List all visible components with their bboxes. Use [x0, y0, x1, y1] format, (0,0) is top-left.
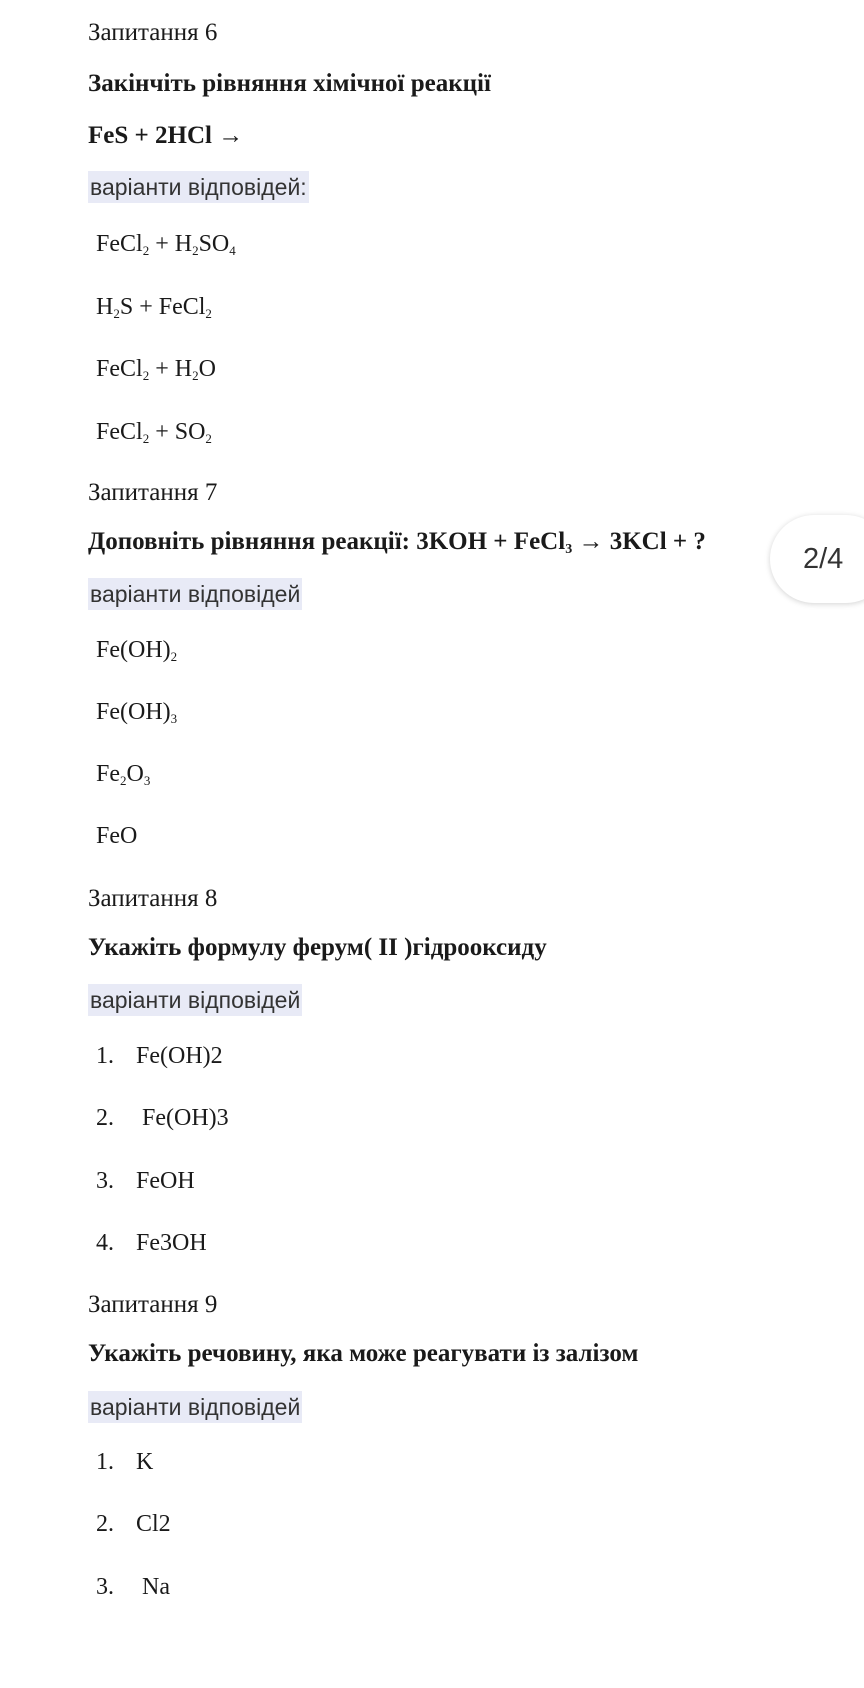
question-9-title: Запитання 9	[88, 1291, 218, 1318]
question-6-equation: FeS + 2HCl →	[88, 122, 244, 149]
question-6-option-3[interactable]: FeCl$_2$ + $H_2O$	[96, 356, 216, 383]
question-7-option-4[interactable]: FeO	[96, 823, 138, 849]
question-7-option-2[interactable]: $Fe(OH)_3$	[96, 699, 178, 726]
question-8-option-1[interactable]: 1. Fe(OH)2	[96, 1043, 223, 1069]
question-7-option-3[interactable]: $Fe_2O_3$	[96, 761, 151, 788]
page-indicator: 2/4	[770, 515, 864, 603]
question-7-option-1[interactable]: $Fe(OH)_2$	[96, 637, 178, 664]
question-7-answers-label: варіанти відповідей	[88, 578, 302, 610]
question-9-option-3[interactable]: 3. Na	[96, 1574, 170, 1600]
question-7-title: Запитання 7	[88, 479, 218, 506]
question-6-text: Закінчіть рівняння хімічної реакції	[88, 70, 491, 97]
question-6-answers-label: варіанти відповідей:	[88, 171, 309, 203]
question-8-text: Укажіть формулу ферум( II )гідрооксиду	[88, 934, 547, 961]
question-8-option-4[interactable]: 4. Fe3OH	[96, 1230, 207, 1256]
question-6-option-4[interactable]: FeCl$_2$ + $SO_2$	[96, 419, 212, 446]
question-6-option-2[interactable]: $H_2S$ + FeCl$_2$	[96, 294, 212, 321]
question-7-text: Доповніть рівняння реакції: 3KOH + FeCl$_3$ → 3KCl + ?	[88, 528, 706, 557]
question-8-answers-label: варіанти відповідей	[88, 984, 302, 1016]
question-6-title: Запитання 6	[88, 19, 218, 46]
question-9-option-2[interactable]: 2. Cl2	[96, 1511, 171, 1537]
question-9-option-1[interactable]: 1. K	[96, 1449, 154, 1475]
question-6-option-1[interactable]: FeCl$_2$ + $H_2SO_4$	[96, 231, 236, 258]
question-8-option-3[interactable]: 3. FeOH	[96, 1168, 195, 1194]
question-9-answers-label: варіанти відповідей	[88, 1391, 302, 1423]
question-9-text: Укажіть речовину, яка може реагувати із залізом	[88, 1340, 639, 1367]
question-8-option-2[interactable]: 2. Fe(OH)3	[96, 1105, 229, 1131]
question-8-title: Запитання 8	[88, 885, 218, 912]
